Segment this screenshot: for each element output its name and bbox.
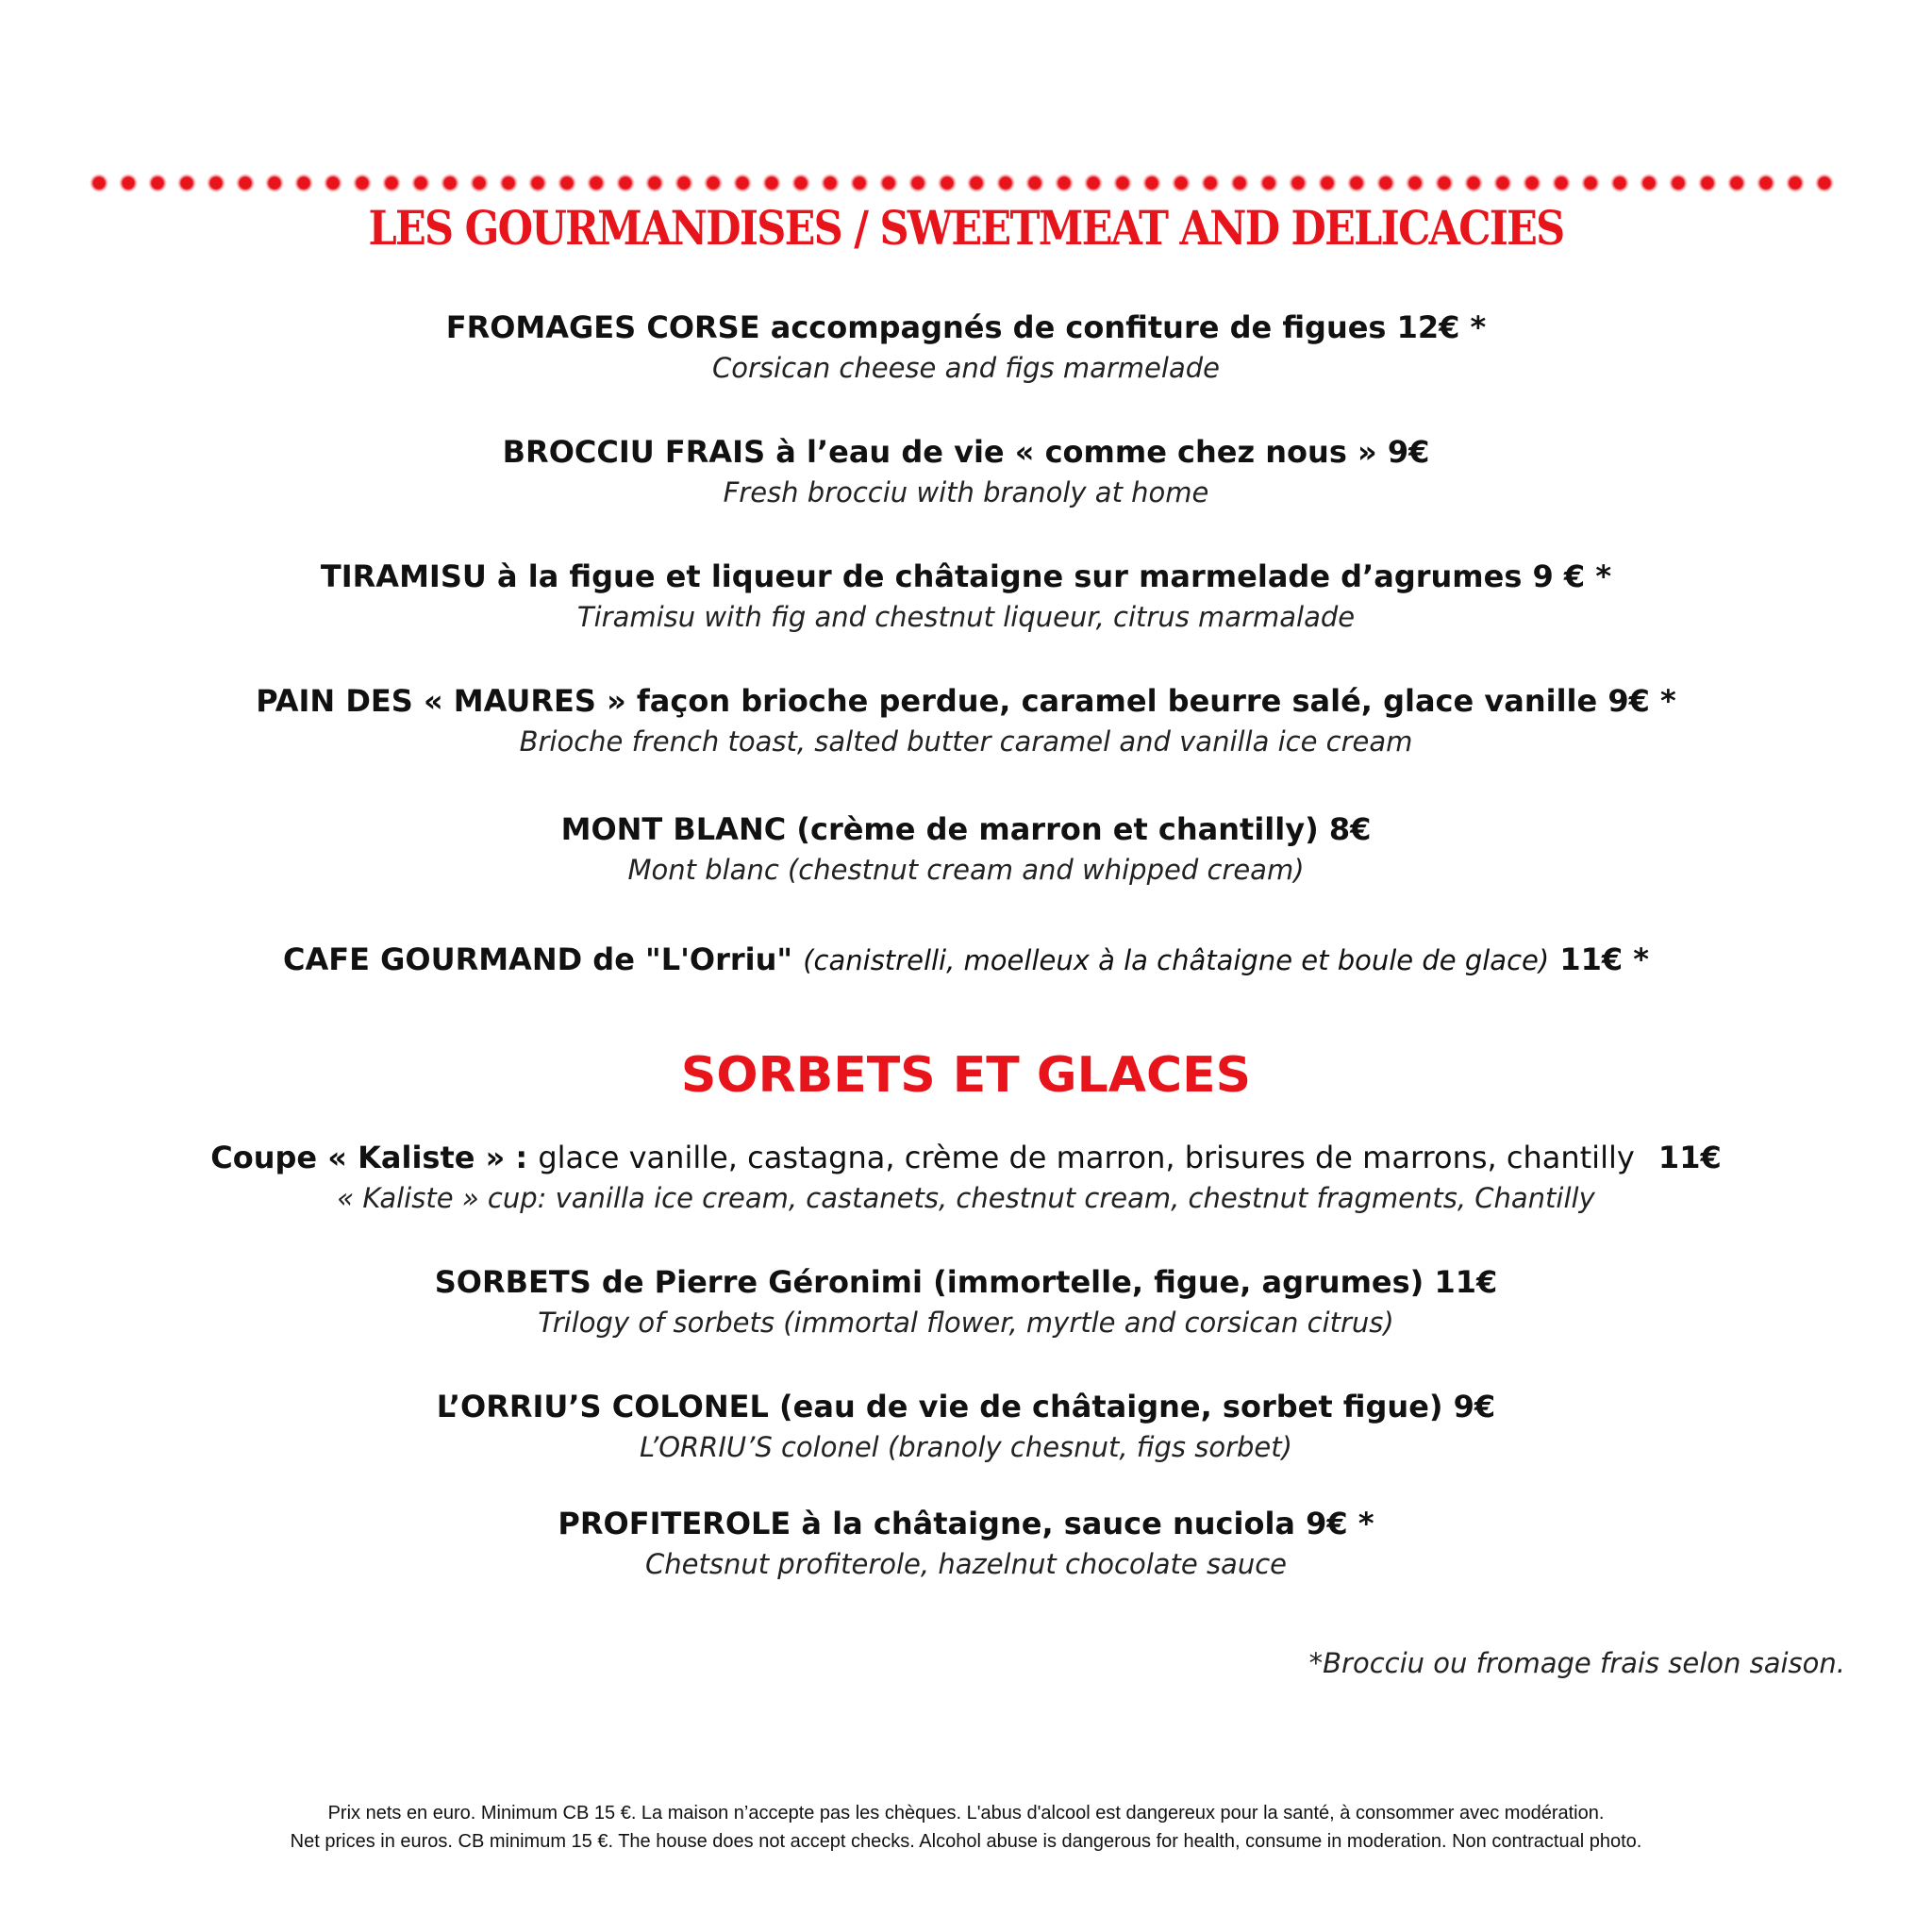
section-title-sorbets: SORBETS ET GLACES — [680, 1047, 1252, 1104]
item-name-fr — [0, 1138, 1932, 1177]
item-name-fr: MONT BLANC (crème de marron et chantilly) 8€ — [560, 811, 1372, 847]
item-name-bold: Coupe « Kaliste » : — [210, 1140, 528, 1175]
item-description: (canistrelli, moelleux à la châtaigne et boule de glace) — [803, 944, 1550, 976]
menu-item-profiterole — [0, 1504, 1932, 1585]
menu-item-pain-des-maures — [0, 681, 1932, 762]
item-name-fr: FROMAGES CORSE accompagnés de confiture de figues 12€ * — [445, 309, 1487, 345]
legal-footer — [0, 1799, 1932, 1856]
item-price: 11€ * — [1559, 941, 1649, 977]
item-price: 11€ — [1657, 1140, 1722, 1175]
menu-item-brocciu — [0, 432, 1932, 513]
item-name-en: Corsican cheese and figs marmelade — [712, 352, 1220, 384]
item-name-fr: PROFITEROLE à la châtaigne, sauce nuciola 9€ * — [558, 1506, 1374, 1541]
item-name-en: Fresh brocciu with branoly at home — [723, 476, 1209, 508]
item-name-en: L’ORRIU’S colonel (branoly chesnut, figs sorbet) — [640, 1431, 1292, 1463]
item-name-fr — [0, 940, 1932, 980]
menu-item-cafe-gourmand — [0, 940, 1932, 980]
item-name-fr: BROCCIU FRAIS à l’eau de vie « comme chez nous » 9€ — [502, 434, 1430, 470]
item-name-en: Mont blanc (chestnut cream and whipped cream) — [627, 854, 1305, 886]
item-name-fr: TIRAMISU à la figue et liqueur de châtaigne sur marmelade d’agrumes 9 € * — [320, 558, 1612, 594]
item-name-en: Trilogy of sorbets (immortal flower, myrtle and corsican citrus) — [538, 1307, 1394, 1339]
item-name-en: « Kaliste » cup: vanilla ice cream, castanets, chestnut cream, chestnut fragments, Chantilly — [337, 1182, 1595, 1214]
dotted-divider — [89, 173, 1843, 193]
item-description: glace vanille, castagna, crème de marron, brisures de marrons, chantilly — [538, 1140, 1635, 1175]
menu-item-sorbets — [0, 1262, 1932, 1343]
item-name-en: Brioche french toast, salted butter caramel and vanilla ice cream — [519, 725, 1413, 758]
menu-item-tiramisu — [0, 557, 1932, 638]
item-name-fr: PAIN DES « MAURES » façon brioche perdue, caramel beurre salé, glace vanille 9€ * — [256, 683, 1676, 719]
menu-item-colonel — [0, 1387, 1932, 1468]
menu-item-fromages — [0, 308, 1932, 389]
item-name-fr: L’ORRIU’S COLONEL (eau de vie de châtaigne, sorbet figue) 9€ — [436, 1389, 1496, 1424]
item-name-en: Tiramisu with fig and chestnut liqueur, citrus marmalade — [576, 601, 1356, 633]
menu-item-mont-blanc — [0, 809, 1932, 891]
footer-line-en: Net prices in euros. CB minimum 15 €. The house does not accept checks. Alcohol abuse is dangerous for health, consume in moderation. Non contractual photo. — [290, 1831, 1642, 1852]
footer-line-fr: Prix nets en euro. Minimum CB 15 €. La maison n’accepte pas les chèques. L'abus d'alcool est dangereux pour la santé, à consommer avec modération. — [327, 1803, 1605, 1824]
item-name-en: Chetsnut profiterole, hazelnut chocolate sauce — [645, 1548, 1287, 1580]
menu-item-coupe-kaliste — [0, 1138, 1932, 1219]
season-note: *Brocciu ou fromage frais selon saison. — [1308, 1647, 1845, 1679]
section-title-gourmandises: LES GOURMANDISES / SWEETMEAT AND DELICACIES — [368, 200, 1564, 256]
item-name-fr: SORBETS de Pierre Géronimi (immortelle, figue, agrumes) 11€ — [434, 1264, 1498, 1300]
item-name-bold: CAFE GOURMAND de "L'Orriu" — [283, 941, 793, 977]
